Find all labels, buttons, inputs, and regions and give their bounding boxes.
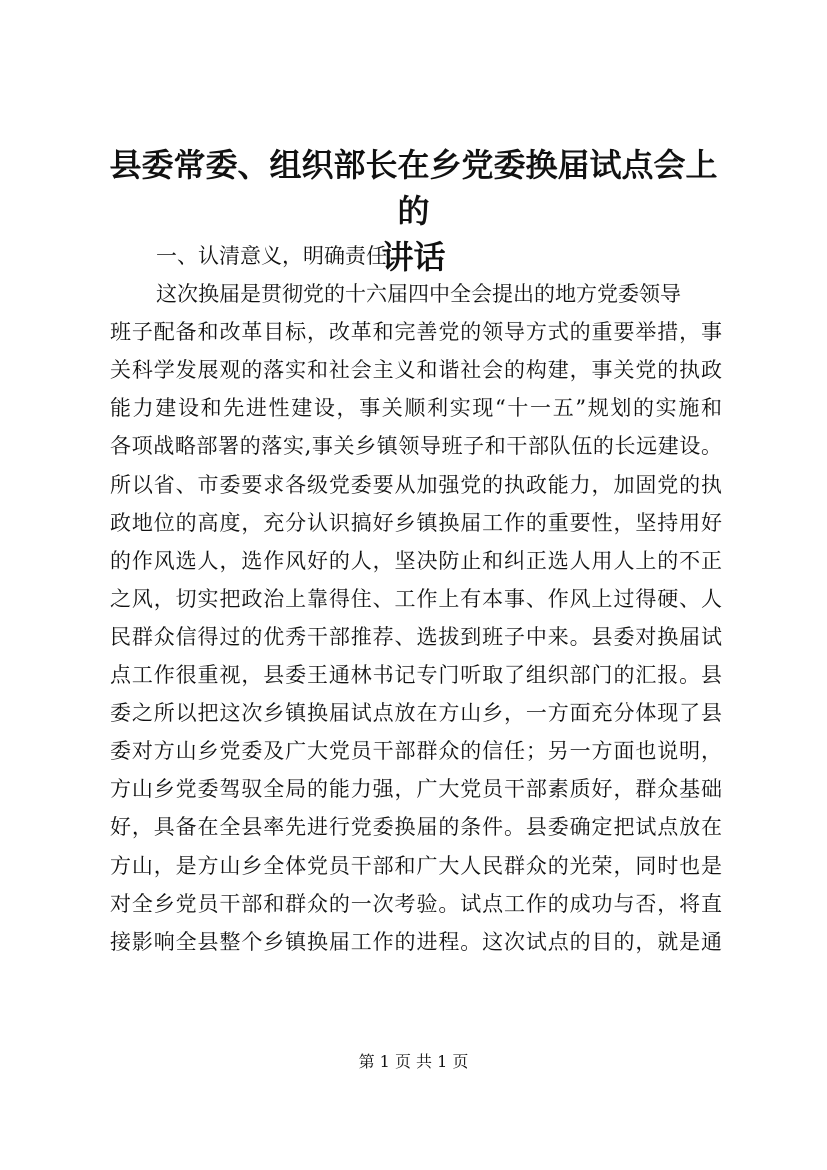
document-body [110, 237, 722, 961]
paragraph-line: 的作风选人，选作风好的人，坚决防止和纠正选人用人上的不正 [110, 548, 722, 573]
paragraph-line: 方山，是方山乡全体党员干部和广大人民群众的光荣，同时也是 [110, 853, 722, 878]
paragraph-line: 委之所以把这次乡镇换届试点放在方山乡，一方面充分体现了县 [110, 701, 722, 726]
paragraph-line: 关科学发展观的落实和社会主义和谐社会的构建，事关党的执政 [110, 358, 722, 383]
title-line-1: 县委常委、组织部长在乡党委换届试点会上的 [109, 146, 718, 230]
paragraph-line: 之风，切实把政治上靠得住、工作上有本事、作风上过得硬、人 [110, 586, 722, 611]
page-footer: 第 1 页 共 1 页 [358, 1052, 469, 1071]
paragraph-line: 民群众信得过的优秀干部推荐、选拔到班子中来。县委对换届试 [110, 624, 722, 649]
title-line-2: 讲话 [381, 238, 446, 276]
paragraph-line: 对全乡党员干部和群众的一次考验。试点工作的成功与否，将直 [110, 891, 722, 916]
paragraph-line: 能力建设和先进性建设，事关顺利实现“十一五”规划的实施和 [110, 396, 722, 421]
paragraph-line: 政地位的高度，充分认识搞好乡镇换届工作的重要性，坚持用好 [110, 510, 722, 535]
section-heading: 一、认清意义，明确责任 [156, 244, 387, 268]
paragraph-line: 好，具备在全县率先进行党委换届的条件。县委确定把试点放在 [110, 815, 722, 840]
paragraph-line: 这次换届是贯彻党的十六届四中全会提出的地方党委领导 [156, 282, 681, 307]
paragraph-line: 委对方山乡党委及广大党员干部群众的信任；另一方面也说明， [110, 739, 722, 764]
paragraph-line: 接影响全县整个乡镇换届工作的进程。这次试点的目的，就是通 [110, 929, 722, 954]
paragraph-line: 点工作很重视，县委王通林书记专门听取了组织部门的汇报。县 [110, 663, 722, 688]
paragraph-line: 所以省、市委要求各级党委要从加强党的执政能力，加固党的执 [110, 472, 722, 497]
paragraph-line: 班子配备和改革目标，改革和完善党的领导方式的重要举措，事 [110, 320, 722, 345]
paragraph-line: 各项战略部署的落实,事关乡镇领导班子和干部队伍的长远建设。 [110, 434, 722, 459]
paragraph-line: 方山乡党委驾驭全局的能力强，广大党员干部素质好，群众基础 [110, 777, 722, 802]
